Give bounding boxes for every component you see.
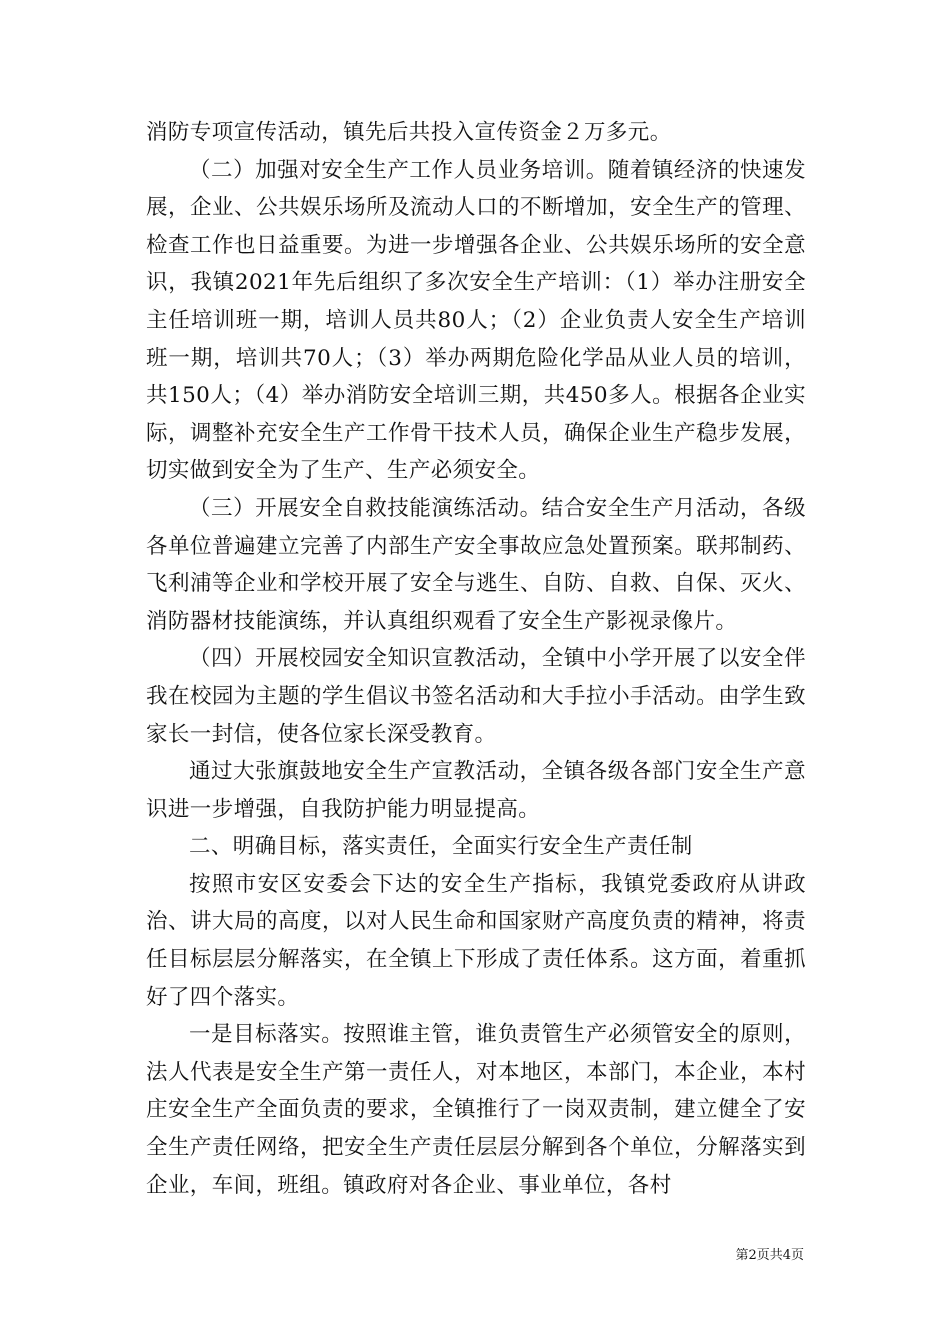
paragraph-1: 消防专项宣传活动，镇先后共投入宣传资金２万多元。: [146, 120, 672, 145]
paragraph-5: 通过大张旗鼓地安全生产宣教活动，全镇各级各部门安全生产意识进一步增强，自我防护能力明显提高。: [146, 759, 806, 822]
page-number: 第2页共4页: [735, 1248, 804, 1263]
document-body: [146, 114, 806, 1204]
paragraph-3: （三）开展安全自救技能演练活动。结合安全生产月活动，各级各单位普遍建立完善了内部生产安全事故应急处置预案。联邦制药、飞利浦等企业和学校开展了安全与逃生、自防、自救、自保、灭火、消防器材技能演练，并认真组织观看了安全生产影视录像片。: [146, 495, 806, 634]
paragraph-2: （二）加强对安全生产工作人员业务培训。随着镇经济的快速发展，企业、公共娱乐场所及流动人口的不断增加，安全生产的管理、检查工作也日益重要。为进一步增强各企业、公共娱乐场所的安全意识，我镇2021年先后组织了多次安全生产培训：（1）举办注册安全主任培训班一期，培训人员共80人；（2）企业负责人安全生产培训班一期，培训共70人；（3）举办两期危险化学品从业人员的培训，共150人；（4）举办消防安全培训三期，共450多人。根据各企业实际，调整补充安全生产工作骨干技术人员，确保企业生产稳步发展，切实做到安全为了生产、生产必须安全。: [146, 157, 806, 484]
paragraph-4: （四）开展校园安全知识宣教活动，全镇中小学开展了以安全伴我在校园为主题的学生倡议书签名活动和大手拉小手活动。由学生致家长一封信，使各位家长深受教育。: [146, 646, 806, 747]
paragraph-7: 按照市安区安委会下达的安全生产指标，我镇党委政府从讲政治、讲大局的高度，以对人民生命和国家财产高度负责的精神，将责任目标层层分解落实，在全镇上下形成了责任体系。这方面，着重抓好了四个落实。: [146, 871, 806, 1010]
section-heading: 二、明确目标，落实责任，全面实行安全生产责任制: [189, 834, 693, 860]
paragraph-8: 一是目标落实。按照谁主管，谁负责管生产必须管安全的原则，法人代表是安全生产第一责任人，对本地区，本部门，本企业，本村庄安全生产全面负责的要求，全镇推行了一岗双责制，建立健全了安全生产责任网络，把安全生产责任层层分解到各个单位，分解落实到企业，车间，班组。镇政府对各企业、事业单位，各村: [146, 1022, 806, 1198]
